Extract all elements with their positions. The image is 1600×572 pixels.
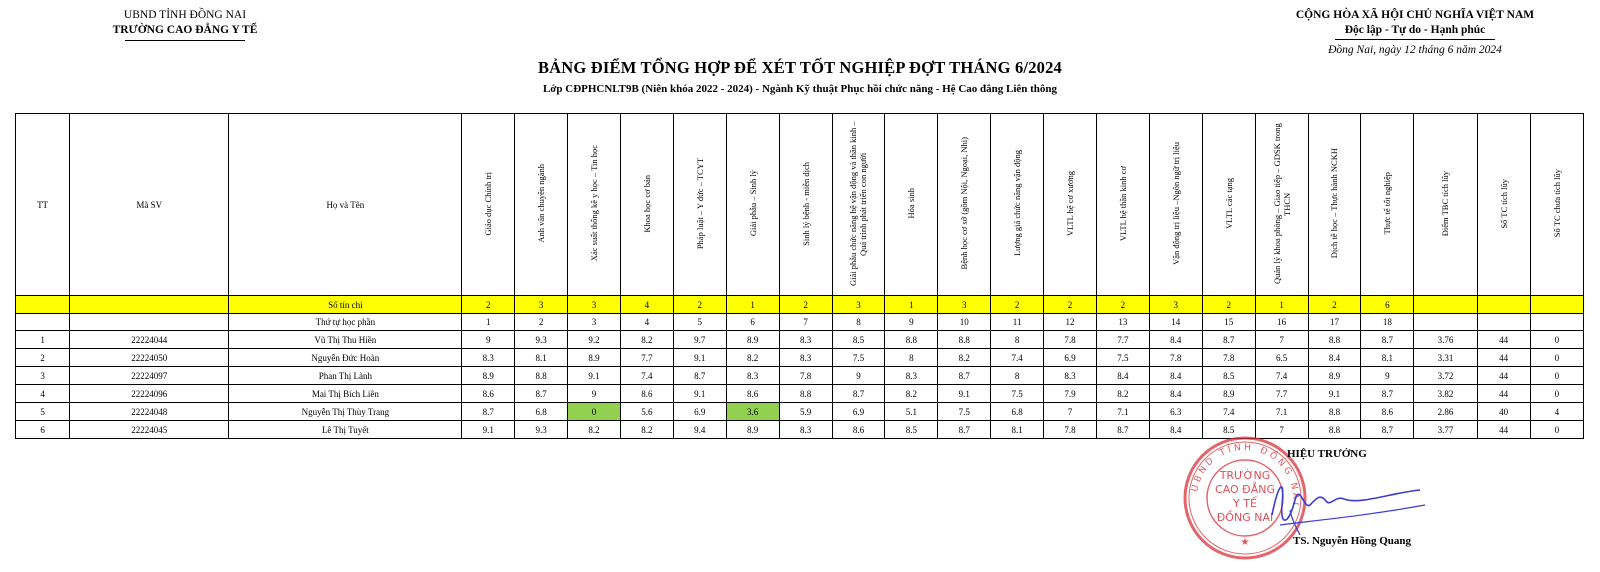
header-subject-2-label: Anh văn chuyên ngành <box>536 164 547 243</box>
score-cell: 9.1 <box>938 385 991 403</box>
score-cell: 7.8 <box>1044 421 1097 439</box>
score-cell: 6.8 <box>515 403 568 421</box>
credits-label: Số tín chỉ <box>229 296 462 314</box>
cumulative-gpa: 3.76 <box>1414 331 1477 349</box>
credits-empty-tt <box>16 296 70 314</box>
score-cell: 6.9 <box>673 403 726 421</box>
student-name: Nguyễn Đức Hoàn <box>229 349 462 367</box>
score-cell: 9.1 <box>673 349 726 367</box>
score-cell: 8.9 <box>462 367 515 385</box>
score-cell: 8.7 <box>1361 385 1414 403</box>
score-cell: 7.4 <box>991 349 1044 367</box>
header-subject-6-label: Giải phẫu – Sinh lý <box>747 170 758 237</box>
header-subject-11 <box>991 114 1044 296</box>
school-name: TRƯỜNG CAO ĐẲNG Y TẾ <box>112 24 258 36</box>
score-cell: 7.8 <box>779 367 832 385</box>
signer-role: HIỆU TRƯỞNG <box>1287 448 1367 460</box>
header-subject-7 <box>779 114 832 296</box>
header-subject-14 <box>1149 114 1202 296</box>
score-cell: 8.2 <box>1096 385 1149 403</box>
order-cell: 12 <box>1044 314 1097 331</box>
score-cell: 9.1 <box>1308 385 1361 403</box>
seal-center-line-2: CAO ĐẲNG <box>1215 483 1275 496</box>
score-cell: 8.9 <box>726 421 779 439</box>
score-cell: 8.1 <box>991 421 1044 439</box>
header-subject-9-label: Hóa sinh <box>906 188 917 219</box>
credit-cell: 3 <box>938 296 991 314</box>
header-subject-3-label: Xác suất thống kê y học – Tin học <box>589 145 599 262</box>
score-cell: 8.8 <box>1308 421 1361 439</box>
header-subject-10-label: Bệnh học cơ sở (gồm Nội, Ngoại, Nhi) <box>959 137 970 270</box>
credit-cell: 3 <box>568 296 621 314</box>
score-cell: 7.1 <box>1096 403 1149 421</box>
student-name: Lê Thị Tuyết <box>229 421 462 439</box>
order-cell: 16 <box>1255 314 1308 331</box>
order-cell: 17 <box>1308 314 1361 331</box>
score-cell-failed: 0 <box>568 403 621 421</box>
score-cell: 9.3 <box>515 331 568 349</box>
score-cell: 6.9 <box>832 403 885 421</box>
score-cell: 7.8 <box>1149 349 1202 367</box>
document-subtitle: Lớp CĐPHCNLT9B (Niên khóa 2022 - 2024) - Ngành Kỹ thuật Phục hồi chức năng - Hệ Cao đẳng Liên thông <box>542 83 1058 95</box>
order-cell: 15 <box>1202 314 1255 331</box>
score-cell: 8.7 <box>938 421 991 439</box>
cumulative-gpa: 3.82 <box>1414 385 1477 403</box>
header-summary-3-label: Số TC chưa tích lũy <box>1551 169 1562 238</box>
order-label: Thứ tự học phần <box>229 314 462 331</box>
header-summary-2 <box>1477 114 1530 296</box>
score-cell: 7.4 <box>1255 367 1308 385</box>
row-index: 5 <box>16 403 70 421</box>
row-index: 1 <box>16 331 70 349</box>
score-cell: 8.4 <box>1149 367 1202 385</box>
score-cell: 8.3 <box>1044 367 1097 385</box>
credit-cell: 4 <box>620 296 673 314</box>
header-subject-4 <box>620 114 673 296</box>
credits-empty-summary <box>1477 296 1530 314</box>
credit-cell: 2 <box>779 296 832 314</box>
document-title: BẢNG ĐIỂM TỔNG HỢP ĐỂ XÉT TỐT NGHIỆP ĐỢT THÁNG 6/2024 <box>537 58 1063 77</box>
svg-text:★: ★ <box>1240 537 1250 548</box>
credit-cell: 2 <box>1202 296 1255 314</box>
score-cell: 8.4 <box>1149 385 1202 403</box>
score-cell: 8.9 <box>1202 385 1255 403</box>
header-subject-6 <box>726 114 779 296</box>
order-cell: 8 <box>832 314 885 331</box>
header-subject-1-label: Giáo dục Chính trị <box>483 171 494 236</box>
header-subject-2 <box>515 114 568 296</box>
score-cell: 7 <box>1255 331 1308 349</box>
score-cell: 9.4 <box>673 421 726 439</box>
header-subject-1 <box>462 114 515 296</box>
credit-cell: 2 <box>673 296 726 314</box>
score-cell: 6.3 <box>1149 403 1202 421</box>
score-cell: 8.1 <box>515 349 568 367</box>
student-id: 22224097 <box>70 367 229 385</box>
row-index: 2 <box>16 349 70 367</box>
credit-cell: 2 <box>991 296 1044 314</box>
score-cell: 9.1 <box>673 385 726 403</box>
header-subject-16 <box>1255 114 1308 296</box>
credits-earned: 40 <box>1477 403 1530 421</box>
signer-name: TS. Nguyễn Hồng Quang <box>1293 535 1411 547</box>
credits-missing: 4 <box>1530 403 1583 421</box>
student-id: 22224096 <box>70 385 229 403</box>
row-index: 6 <box>16 421 70 439</box>
score-cell: 9.1 <box>462 421 515 439</box>
score-cell: 8.7 <box>832 385 885 403</box>
header-subject-8-label: Giải phẫu chức năng hệ vận động và thần kinh – Quá trình phát triển con người <box>848 121 869 286</box>
header-subject-17-label: Dịch tễ học – Thực hành NCKH <box>1329 148 1340 259</box>
header-subject-12-label: VLTL hệ cơ xương <box>1065 170 1076 237</box>
header-right <box>1250 8 1580 58</box>
score-cell: 8.4 <box>1096 367 1149 385</box>
header-subject-13-label: VLTL hệ thần kinh cơ <box>1117 165 1128 242</box>
score-cell-failed: 3.6 <box>726 403 779 421</box>
header-subject-5-label: Pháp luật – Y đức – TCYT <box>694 157 705 250</box>
header-subject-14-label: Vận động trị liệu –Ngôn ngữ trị liệu <box>1170 142 1181 265</box>
score-cell: 8.5 <box>1202 367 1255 385</box>
student-id: 22224048 <box>70 403 229 421</box>
score-cell: 8.7 <box>1361 421 1414 439</box>
header-right-rule <box>1335 39 1495 40</box>
score-cell: 8.7 <box>673 367 726 385</box>
score-cell: 7.7 <box>620 349 673 367</box>
grade-table <box>15 113 1584 439</box>
student-name: Vũ Thị Thu Hiền <box>229 331 462 349</box>
header-subject-15-label: VLTL các tạng <box>1223 178 1234 229</box>
national-motto: Độc lập - Tự do - Hạnh phúc <box>1344 24 1486 36</box>
score-cell: 5.9 <box>779 403 832 421</box>
score-cell: 9.1 <box>568 367 621 385</box>
score-cell: 8.4 <box>1149 421 1202 439</box>
table-row <box>16 331 1584 349</box>
order-cell: 18 <box>1361 314 1414 331</box>
header-subject-12 <box>1044 114 1097 296</box>
table-row <box>16 403 1584 421</box>
header-subject-13 <box>1096 114 1149 296</box>
score-cell: 8.3 <box>726 367 779 385</box>
header-full-name: Họ và Tên <box>229 114 462 296</box>
table-header-row <box>16 114 1584 296</box>
student-id: 22224045 <box>70 421 229 439</box>
order-empty-tt <box>16 314 70 331</box>
credit-cell: 2 <box>1096 296 1149 314</box>
score-cell: 8.2 <box>885 385 938 403</box>
score-cell: 8.6 <box>1361 403 1414 421</box>
score-cell: 8.3 <box>779 331 832 349</box>
header-summary-3 <box>1530 114 1583 296</box>
score-cell: 5.1 <box>885 403 938 421</box>
credits-earned: 44 <box>1477 385 1530 403</box>
header-subject-3 <box>568 114 621 296</box>
credits-empty-summary <box>1414 296 1477 314</box>
order-empty-summary <box>1477 314 1530 331</box>
score-cell: 8.7 <box>1361 331 1414 349</box>
credits-empty-msv <box>70 296 229 314</box>
cumulative-gpa: 3.31 <box>1414 349 1477 367</box>
header-student-id: Mã SV <box>70 114 229 296</box>
credits-earned: 44 <box>1477 349 1530 367</box>
authority-name: UBND TỈNH ĐỒNG NAI <box>123 9 247 21</box>
score-cell: 8.7 <box>938 367 991 385</box>
score-cell: 8.3 <box>779 421 832 439</box>
score-cell: 7 <box>1255 421 1308 439</box>
student-id: 22224044 <box>70 331 229 349</box>
score-cell: 8.3 <box>462 349 515 367</box>
score-cell: 8.6 <box>462 385 515 403</box>
score-cell: 6.5 <box>1255 349 1308 367</box>
credits-earned: 44 <box>1477 421 1530 439</box>
order-empty-msv <box>70 314 229 331</box>
credit-cell: 3 <box>1149 296 1202 314</box>
score-cell: 8.8 <box>1308 331 1361 349</box>
order-empty-summary <box>1414 314 1477 331</box>
credits-missing: 0 <box>1530 421 1583 439</box>
header-summary-1 <box>1414 114 1477 296</box>
score-cell: 8.8 <box>938 331 991 349</box>
score-cell: 8.5 <box>832 331 885 349</box>
order-cell: 13 <box>1096 314 1149 331</box>
header-subject-11-label: Lượng giá chức năng vận động <box>1012 150 1023 257</box>
score-cell: 7.5 <box>1096 349 1149 367</box>
score-cell: 6.8 <box>991 403 1044 421</box>
credit-cell: 6 <box>1361 296 1414 314</box>
score-cell: 8.9 <box>568 349 621 367</box>
credits-empty-summary <box>1530 296 1583 314</box>
student-name: Phan Thị Lành <box>229 367 462 385</box>
score-cell: 7.5 <box>832 349 885 367</box>
credit-cell: 1 <box>1255 296 1308 314</box>
score-cell: 8.4 <box>1149 331 1202 349</box>
order-cell: 9 <box>885 314 938 331</box>
score-cell: 8.8 <box>515 367 568 385</box>
credits-missing: 0 <box>1530 367 1583 385</box>
score-cell: 9.7 <box>673 331 726 349</box>
national-title: CỘNG HÒA XÃ HỘI CHỦ NGHĨA VIỆT NAM <box>1295 9 1535 21</box>
score-cell: 7.8 <box>1044 331 1097 349</box>
score-cell: 9 <box>462 331 515 349</box>
credits-row <box>16 296 1584 314</box>
score-cell: 9 <box>832 367 885 385</box>
score-cell: 8 <box>991 367 1044 385</box>
score-cell: 7.7 <box>1255 385 1308 403</box>
handwritten-signature <box>1260 465 1430 545</box>
header-subject-18 <box>1361 114 1414 296</box>
score-cell: 8.6 <box>620 385 673 403</box>
seal-outer-text: UBND TỈNH ĐỒNG NAI <box>1190 442 1301 509</box>
score-cell: 8.1 <box>1361 349 1414 367</box>
student-name: Nguyễn Thị Thùy Trang <box>229 403 462 421</box>
order-cell: 2 <box>515 314 568 331</box>
score-cell: 8.4 <box>1308 349 1361 367</box>
score-cell: 6.9 <box>1044 349 1097 367</box>
score-cell: 7.5 <box>991 385 1044 403</box>
header-subject-10 <box>938 114 991 296</box>
seal-center-line-1: TRƯỜNG <box>1219 469 1271 482</box>
order-cell: 7 <box>779 314 832 331</box>
score-cell: 7.4 <box>1202 403 1255 421</box>
score-cell: 7.1 <box>1255 403 1308 421</box>
credits-earned: 44 <box>1477 367 1530 385</box>
score-cell: 8.8 <box>1308 403 1361 421</box>
order-cell: 5 <box>673 314 726 331</box>
header-subject-7-label: Sinh lý bệnh - miễn dịch <box>800 161 811 246</box>
score-cell: 8.2 <box>726 349 779 367</box>
student-name: Mai Thị Bích Liên <box>229 385 462 403</box>
document-date: Đồng Nai, ngày 12 tháng 6 năm 2024 <box>1328 44 1502 56</box>
order-cell: 3 <box>568 314 621 331</box>
table-row <box>16 421 1584 439</box>
score-cell: 8.8 <box>885 331 938 349</box>
cumulative-gpa: 2.86 <box>1414 403 1477 421</box>
seal-center-line-4: ĐỒNG NAI <box>1216 511 1274 524</box>
score-cell: 8 <box>991 331 1044 349</box>
score-cell: 8.6 <box>726 385 779 403</box>
student-id: 22224050 <box>70 349 229 367</box>
seal-center-line-3: Y TẾ <box>1233 497 1257 510</box>
header-subject-8 <box>832 114 885 296</box>
score-cell: 8.2 <box>620 421 673 439</box>
score-cell: 7.8 <box>1202 349 1255 367</box>
score-cell: 7.5 <box>938 403 991 421</box>
credit-cell: 2 <box>462 296 515 314</box>
row-index: 3 <box>16 367 70 385</box>
score-cell: 8.2 <box>568 421 621 439</box>
credits-missing: 0 <box>1530 331 1583 349</box>
order-cell: 4 <box>620 314 673 331</box>
score-cell: 8.8 <box>779 385 832 403</box>
header-tt: TT <box>16 114 70 296</box>
header-subject-9 <box>885 114 938 296</box>
header-subject-4-label: Khoa học cơ bản <box>641 174 652 233</box>
header-left <box>70 8 300 41</box>
score-cell: 9.2 <box>568 331 621 349</box>
score-cell: 5.6 <box>620 403 673 421</box>
score-cell: 8.9 <box>1308 367 1361 385</box>
order-empty-summary <box>1530 314 1583 331</box>
signature-block <box>1180 440 1600 570</box>
order-cell: 14 <box>1149 314 1202 331</box>
order-cell: 1 <box>462 314 515 331</box>
header-subject-16-label: Quản lý khoa phòng – Giao tiếp – GDSK trong THCN <box>1271 123 1292 284</box>
cumulative-gpa: 3.72 <box>1414 367 1477 385</box>
order-cell: 11 <box>991 314 1044 331</box>
score-cell: 8.7 <box>462 403 515 421</box>
score-cell: 9 <box>1361 367 1414 385</box>
score-cell: 8.5 <box>1202 421 1255 439</box>
table-row <box>16 349 1584 367</box>
header-left-rule <box>125 40 245 41</box>
table-row <box>16 385 1584 403</box>
header-summary-1-label: Điểm TBC tích lũy <box>1440 170 1451 237</box>
score-cell: 8.7 <box>1096 421 1149 439</box>
score-cell: 8.5 <box>885 421 938 439</box>
credit-cell: 3 <box>832 296 885 314</box>
header-subject-18-label: Thực tế tốt nghiệp <box>1382 172 1393 235</box>
header-subject-17 <box>1308 114 1361 296</box>
row-index: 4 <box>16 385 70 403</box>
score-cell: 7.9 <box>1044 385 1097 403</box>
score-cell: 7.4 <box>620 367 673 385</box>
score-cell: 8.2 <box>620 331 673 349</box>
credit-cell: 1 <box>885 296 938 314</box>
score-cell: 8.2 <box>938 349 991 367</box>
cumulative-gpa: 3.77 <box>1414 421 1477 439</box>
table-row <box>16 367 1584 385</box>
score-cell: 7.7 <box>1096 331 1149 349</box>
score-cell: 8.9 <box>726 331 779 349</box>
score-cell: 8 <box>885 349 938 367</box>
credit-cell: 2 <box>1308 296 1361 314</box>
score-cell: 9.3 <box>515 421 568 439</box>
credit-cell: 3 <box>515 296 568 314</box>
credit-cell: 1 <box>726 296 779 314</box>
score-cell: 8.6 <box>832 421 885 439</box>
course-order-row <box>16 314 1584 331</box>
header-subject-15 <box>1202 114 1255 296</box>
score-cell: 8.3 <box>885 367 938 385</box>
order-cell: 10 <box>938 314 991 331</box>
credit-cell: 2 <box>1044 296 1097 314</box>
score-cell: 8.7 <box>1202 331 1255 349</box>
credits-missing: 0 <box>1530 385 1583 403</box>
score-cell: 9 <box>568 385 621 403</box>
credits-missing: 0 <box>1530 349 1583 367</box>
order-cell: 6 <box>726 314 779 331</box>
score-cell: 8.7 <box>515 385 568 403</box>
credits-earned: 44 <box>1477 331 1530 349</box>
header-summary-2-label: Số TC tích lũy <box>1498 178 1509 229</box>
score-cell: 8.3 <box>779 349 832 367</box>
header-subject-5 <box>673 114 726 296</box>
score-cell: 7 <box>1044 403 1097 421</box>
